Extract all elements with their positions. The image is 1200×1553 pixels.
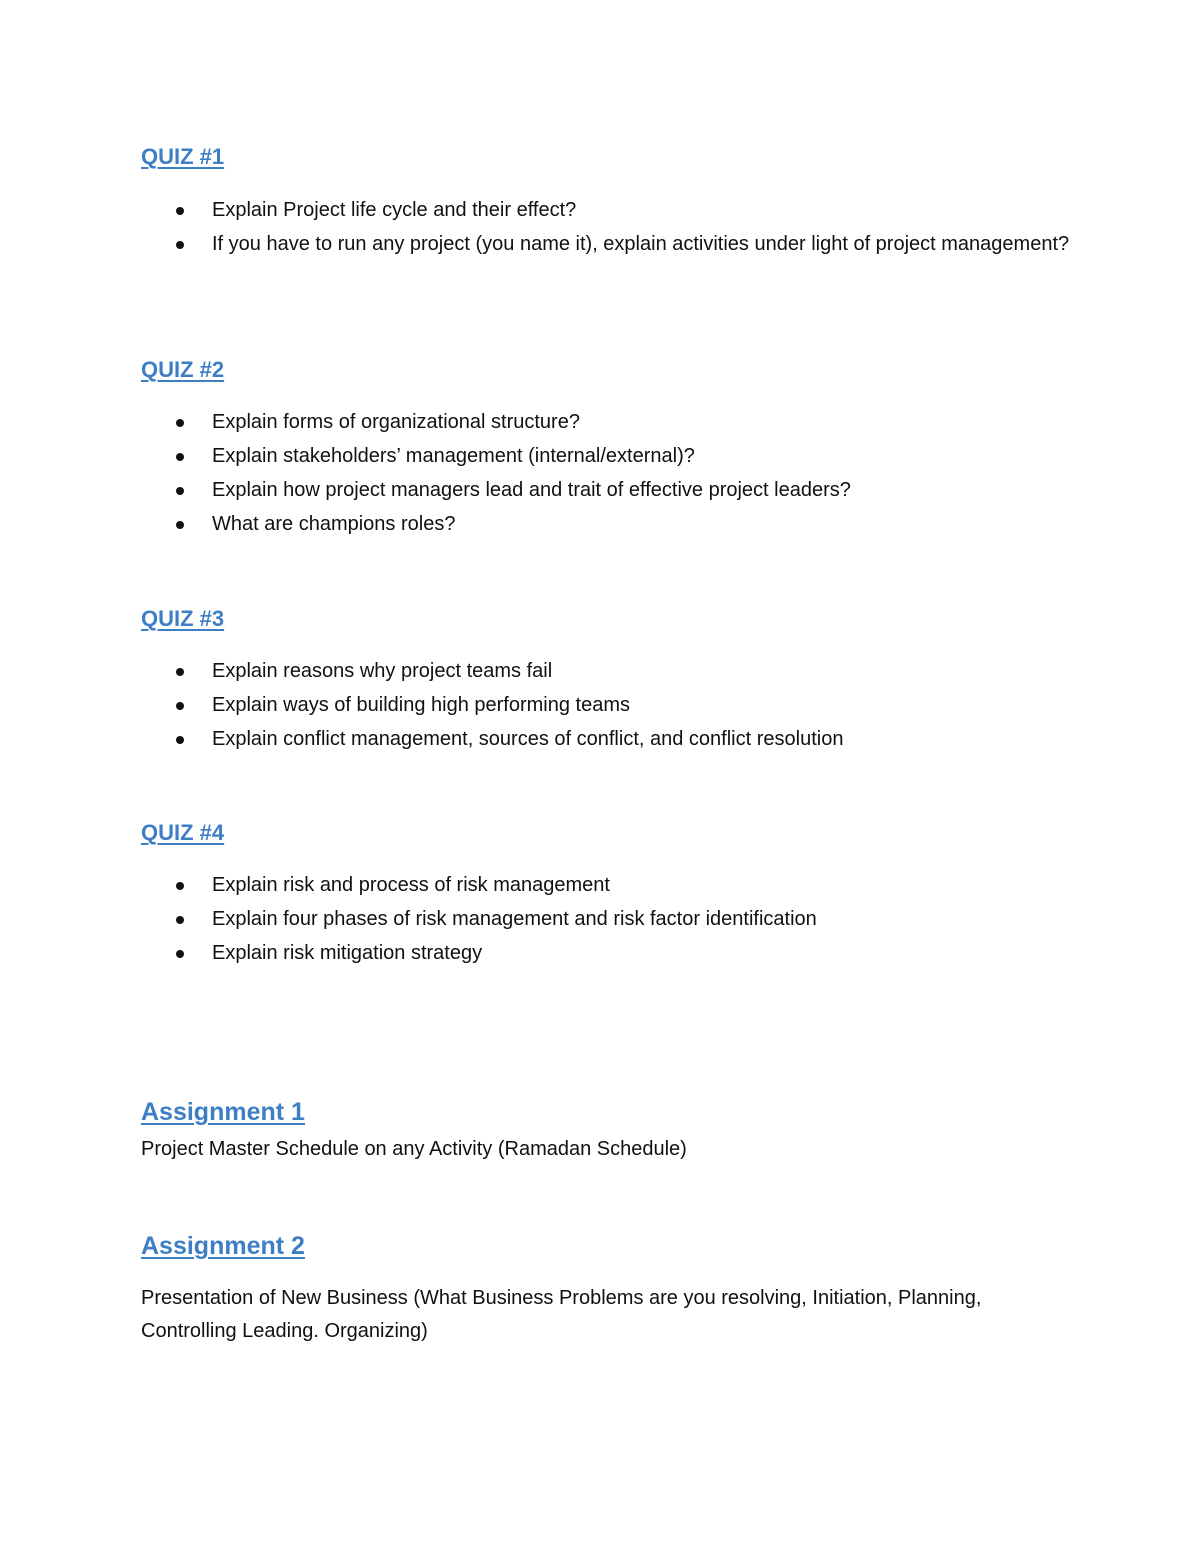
list-item: If you have to run any project (you name it), explain activities under light of project management? [141,228,1071,261]
quiz-1-heading: QUIZ #1 [141,144,225,169]
assignment-1-description: Project Master Schedule on any Activity (Ramadan Schedule) [141,1138,687,1160]
bullet-icon [176,207,184,215]
bullet-icon [176,487,184,495]
quiz-3-heading: QUIZ #3 [141,606,225,631]
list-item: Explain four phases of risk management and risk factor identification [141,903,1071,936]
list-item: Explain reasons why project teams fail [141,655,1071,688]
quiz-1-list [141,194,1071,262]
bullet-icon [176,882,184,890]
assignment-1-heading: Assignment 1 [141,1098,305,1126]
bullet-icon [176,241,184,249]
quiz-2-heading: QUIZ #2 [141,357,225,382]
list-item: Explain risk mitigation strategy [141,937,1071,970]
list-item: What are champions roles? [141,508,1071,541]
list-item: Explain risk and process of risk management [141,869,1071,902]
quiz-4-heading: QUIZ #4 [141,820,225,845]
list-item: Explain stakeholders’ management (internal/external)? [141,440,1071,473]
bullet-icon [176,419,184,427]
bullet-icon [176,916,184,924]
bullet-icon [176,736,184,744]
bullet-icon [176,453,184,461]
bullet-icon [176,702,184,710]
list-item: Explain conflict management, sources of conflict, and conflict resolution [141,723,1071,756]
list-item: Explain forms of organizational structure? [141,406,1071,439]
bullet-icon [176,668,184,676]
quiz-2-list [141,406,1071,542]
bullet-icon [176,521,184,529]
list-item: Explain how project managers lead and trait of effective project leaders? [141,474,1071,507]
assignment-2-description: Presentation of New Business (What Business Problems are you resolving, Initiation, Planning, Controlling Leading. Organizing) [141,1287,982,1342]
list-item: Explain ways of building high performing teams [141,689,1071,722]
quiz-4-list [141,869,1071,971]
list-item: Explain Project life cycle and their effect? [141,194,1071,227]
bullet-icon [176,950,184,958]
assignment-2-heading: Assignment 2 [141,1232,305,1260]
quiz-3-list [141,655,1071,757]
